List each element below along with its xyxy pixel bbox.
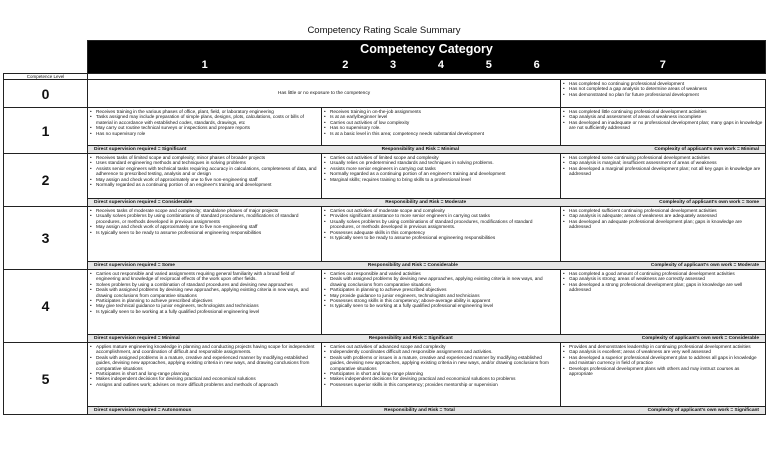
header-row-title: [4, 41, 766, 74]
list-item: • Is typically seen to be working at a fully qualified professional engineering level: [330, 303, 558, 308]
list-item: • May assign and check work of approximately one to five non-engineering staff: [96, 177, 319, 182]
list-item: • May provide guidance to junior engineers, technologists and technicians: [330, 293, 558, 298]
list-item: • Normally regarded as a continuing portion of an engineer's training and development: [96, 182, 319, 187]
list-item: • Carries out responsible and varied assignments requiring general familiarity with a broad field of engineering and knowledge of reciprocal effects of the work upon other fields.: [96, 271, 319, 282]
level-5-col2: [322, 343, 561, 407]
risk-label: Responsibility and Risk = Total: [384, 408, 455, 413]
supervision-label: Direct supervision required = Considerable: [94, 200, 193, 205]
list-item: • Normally regarded as a continuing portion of an engineer's training and development: [330, 171, 558, 176]
list-item: • Is typically seen to be ready to assume professional engineering responsibilities: [96, 230, 319, 235]
level-2-col1: [88, 154, 322, 199]
level-row-5: [4, 343, 766, 407]
category-number-4: 4: [437, 59, 445, 71]
list-item: • Has completed some continuing professional development activities: [569, 155, 763, 160]
level-3-col1: [88, 207, 322, 262]
list-item: • Carries out responsible and varied activities: [330, 271, 558, 276]
category-numbers: [88, 58, 765, 73]
list-item: • Is at an early/beginner level: [330, 114, 558, 119]
list-item: • Participates in planning to achieve prescribed objectives: [330, 287, 558, 292]
list-item: • Possesses superior skills in this competency; provides mentorship or supervision: [330, 382, 558, 387]
list-item: • Gap analysis and assessment of areas of weakness incomplete: [569, 114, 763, 119]
list-item: • Makes independent decisions for devising practical and economical solutions: [96, 376, 319, 381]
list-item: • Carries out activities of low complexity: [330, 120, 558, 125]
list-item: • Uses standard engineering methods and techniques in solving problems: [96, 160, 319, 165]
level-1-col2: [322, 108, 561, 146]
list-item: • Has developed an inadequate or no professional development plan; many gaps in knowledge are not sufficiently addressed: [569, 120, 763, 131]
list-item: • Carries out activities of moderate scope and complexity: [330, 208, 558, 213]
list-item: • Carries out activities of limited scope and complexity: [330, 155, 558, 160]
complexity-label: Complexity of applicant's own work = Some: [659, 200, 760, 205]
list-item: • Receives training in the various phases of office, plant, field, or laboratory engineering: [96, 109, 319, 114]
list-item: • Has completed little continuing professional development activities: [569, 109, 763, 114]
level-4-col7: [561, 270, 766, 335]
list-item: • Gap analysis is strong; areas of weakness are correctly assessed: [569, 276, 763, 281]
list-item: • Gap analysis is adequate; areas of weakness are adequately assessed: [569, 213, 763, 218]
complexity-label: Complexity of applicant's own work = Considerable: [641, 336, 760, 341]
risk-label: Responsibility and Risk = Considerable: [367, 263, 458, 268]
level-4-footer: [4, 335, 766, 343]
competency-table: [3, 40, 766, 415]
list-item: • Participates in short and long-range planning: [330, 371, 558, 376]
corner-cell: [4, 41, 88, 74]
category-number-3: 3: [390, 59, 397, 71]
list-item: • Tasks assigned may include preparation of simple plans, designs, plots, calculations, costs or bills of material in accordance with established codes, standards, drawings, etc: [96, 114, 319, 125]
list-item: • Possesses adequate skills in this competency: [330, 230, 558, 235]
list-item: • Is typically seen to be working at a fully qualified professional engineering level: [96, 309, 319, 314]
list-item: • Receives training in on-the-job assignments: [330, 109, 558, 114]
complexity-label: Complexity of applicant's own work = Moderate: [650, 263, 760, 268]
category-number-7: 7: [659, 59, 666, 71]
level-number: 0: [4, 80, 88, 108]
level-row-2: [4, 154, 766, 199]
level-5-footer: [4, 407, 766, 415]
supervision-label: Direct supervision required = Minimal: [94, 336, 180, 341]
list-item: • Usually solves problems by using combinations of standard procedures, modifications of standard procedures, or methods developed in previous assignments: [96, 213, 319, 224]
supervision-label: Direct supervision required = Autonomous: [94, 408, 192, 413]
level-3-col2: [322, 207, 561, 262]
level-3-col7: [561, 207, 766, 262]
list-item: • Has completed a good amount of continuing professional development activities: [569, 271, 763, 276]
level-header: Competence Level: [4, 74, 88, 80]
level-1-col1: [88, 108, 322, 146]
list-item: • Usually relies on predetermined standards and techniques in solving problems.: [330, 160, 558, 165]
level-number: 4: [4, 270, 88, 343]
list-item: • Has no supervisory role: [96, 131, 319, 136]
page-title: Competency Rating Scale Summary: [307, 25, 461, 36]
list-item: • Provides and demonstrates leadership in continuing professional development activities: [569, 344, 763, 349]
list-item: • Deals with assigned problems by devising new approaches, applying existing criteria in new ways, and drawing conclusions from comparative situations: [96, 287, 319, 298]
list-item: • Has completed no continuing professional development: [569, 81, 763, 86]
list-item: • May carry out routine technical surveys or inspections and prepare reports: [96, 125, 319, 130]
supervision-label: Direct supervision required = Significant: [94, 147, 187, 152]
list-item: • Has developed a superior professional development plan to address all gaps in knowledge and maintain currency in field of practice: [569, 355, 763, 366]
category-title: Competency Category: [360, 42, 493, 56]
level-0-col7: [561, 80, 766, 108]
list-item: • Is at a basic level in this area; competency needs substantial development: [330, 131, 558, 136]
list-item: • Assists more senior engineers in carrying out tasks: [330, 166, 558, 171]
list-item: • Applies mature engineering knowledge in planning and conducting projects having scope for independent accomplishment, and coordination of difficult and responsible assignments.: [96, 344, 319, 355]
list-item: • Has not completed a gap analysis to determine areas of weakness: [569, 86, 763, 91]
list-item: • Develops professional development plans with others and may instruct courses as appropriate: [569, 366, 763, 377]
list-item: • Provides significant assistance to more senior engineers in carrying out tasks: [330, 213, 558, 218]
list-item: • Has developed an adequate professional development plan; gaps in knowledge are addressed: [569, 219, 763, 230]
level-2-col2: [322, 154, 561, 199]
list-item: • Has developed a strong professional development plan; gaps in knowledge are well addressed: [569, 282, 763, 293]
level-number: 1: [4, 108, 88, 154]
level-row-4: [4, 270, 766, 335]
complexity-label: Complexity of applicant's own work = Minimal: [654, 147, 760, 152]
list-item: • Marginal skills; requires training to bring skills to a professional level: [330, 177, 558, 182]
list-item: • Makes independent decisions for devising practical and economical solutions to problems: [330, 376, 558, 381]
list-item: • May give technical guidance to junior engineers, technologists and technicians: [96, 303, 319, 308]
list-item: • Solves problems by using a combination of standard procedures and devising new approaches: [96, 282, 319, 287]
level-1-col7: [561, 108, 766, 146]
category-number-6: 6: [533, 59, 540, 71]
category-header: [88, 41, 766, 74]
level-row-1: [4, 108, 766, 146]
list-item: • Participates in planning to achieve prescribed objectives: [96, 298, 319, 303]
risk-label: Responsibility and Risk = Minimal: [381, 147, 460, 152]
category-number-1: 1: [201, 59, 208, 71]
list-item: • Deals with assigned problems by devising new approaches, applying existing criteria in new ways, and drawing conclusions from comparative situations: [330, 276, 558, 287]
level-row-3: [4, 207, 766, 262]
level-5-col1: [88, 343, 322, 407]
level-4-col1: [88, 270, 322, 335]
list-item: • Gap analysis is excellent; areas of weakness are very well assessed: [569, 349, 763, 354]
list-item: • Deals with assigned problems in a mature, creative and experienced manner by modifying established guides, devising new approaches, applying existing criteria in new ways, and drawing conclusions from comparative situations: [96, 355, 319, 371]
complexity-label: Complexity of applicant's own work = Significant: [647, 408, 760, 413]
level-5-col7: [561, 343, 766, 407]
level-1-footer: [4, 146, 766, 154]
list-item: • Independently coordinates difficult and responsible assignments and activities.: [330, 349, 558, 354]
level-2-col7: [561, 154, 766, 199]
list-item: • Deals with problems or issues in a mature, creative and experienced manner by modifying established guides, devising new approaches, applying existing criteria in new ways, and/or drawing conclusions from comparative situations: [330, 355, 558, 371]
supervision-label: Direct supervision required = Some: [94, 263, 175, 268]
list-item: • Assists senior engineers with technical tasks requiring accuracy in calculations, completeness of data, and adherence to prescribed testing, analysis and or design: [96, 166, 319, 177]
level-row-0: [4, 80, 766, 108]
list-item: • Has demonstrated no plan for future professional development: [569, 92, 763, 97]
list-item: • May assign and check work of approximately one to five non-engineering staff: [96, 224, 319, 229]
level-number: 3: [4, 207, 88, 270]
list-item: • Is typically seen to be ready to assume professional engineering responsibilities: [330, 235, 558, 240]
list-item: • Carries out activities of advanced scope and complexity: [330, 344, 558, 349]
level-4-col2: [322, 270, 561, 335]
category-number-5: 5: [485, 59, 492, 71]
list-item: • Has developed a marginal professional development plan; not all key gaps in knowledge are addressed: [569, 166, 763, 177]
level-number: 5: [4, 343, 88, 415]
list-item: • Receives tasks of moderate scope and complexity; standalone phases of major projects: [96, 208, 319, 213]
level-0-description: Has little or no exposure to the competency: [88, 80, 561, 108]
list-item: • Receives tasks of limited scope and complexity; minor phases of broader projects: [96, 155, 319, 160]
list-item: • Assigns and outlines work; advises on more difficult problems and methods of approach: [96, 382, 319, 387]
category-number-2: 2: [342, 59, 349, 71]
list-item: • Usually solves problems by using combinations of standard procedures, modifications of standard procedures, or methods developed in previous assignments.: [330, 219, 558, 230]
list-item: • Gap analysis is marginal; insufficient assessment of areas of weakness: [569, 160, 763, 165]
list-item: • Participates in short and long-range planning: [96, 371, 319, 376]
risk-label: Responsibility and Risk = Moderate: [385, 200, 467, 205]
level-3-footer: [4, 262, 766, 270]
level-2-footer: [4, 199, 766, 207]
list-item: • Has no supervisory role.: [330, 125, 558, 130]
list-item: • Possesses strong skills in this competency; above-average ability is apparent: [330, 298, 558, 303]
list-item: • Has completed sufficient continuing professional development activities: [569, 208, 763, 213]
risk-label: Responsibility and Risk = Significant: [368, 336, 453, 341]
level-number: 2: [4, 154, 88, 207]
